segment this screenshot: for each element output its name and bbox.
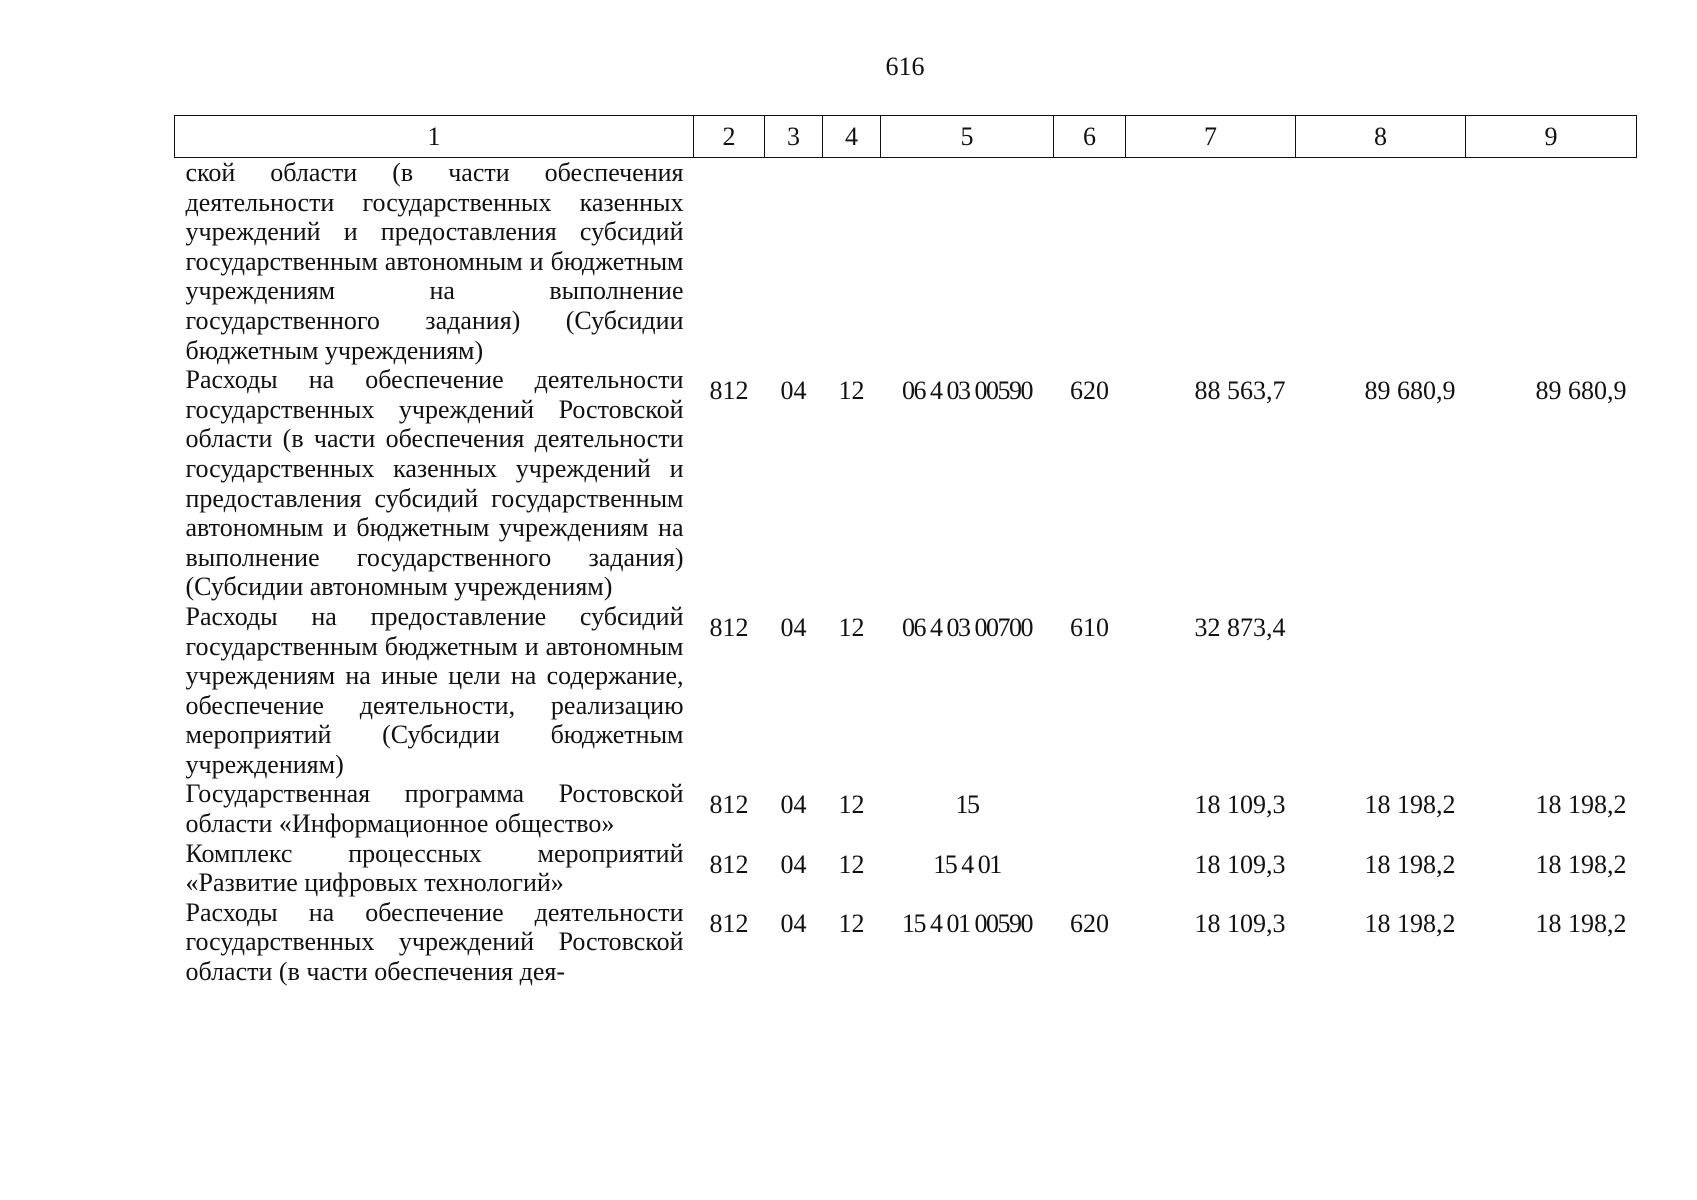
cell-ministry: 812 bbox=[709, 376, 749, 406]
row-description: Комплекс процессных мероприятий «Развитие цифровых технологий» bbox=[185, 838, 684, 898]
table-row bbox=[175, 839, 1637, 898]
cell-amount-col8 bbox=[1296, 602, 1466, 780]
cell-ministry: 812 bbox=[709, 790, 749, 820]
cell-amount-col9: 18 198,2 bbox=[1535, 908, 1627, 938]
cell-amount-col9: 89 680,9 bbox=[1535, 376, 1627, 406]
cell-target-article: 06 4 03 00590 bbox=[902, 376, 1032, 406]
cell-amount-col7: 18 109,3 bbox=[1194, 908, 1286, 938]
cell-section: 04 bbox=[780, 790, 807, 820]
cell-ministry: 812 bbox=[709, 908, 749, 938]
cell-amount-col7 bbox=[1126, 158, 1296, 366]
cell-target-article: 06 4 03 00700 bbox=[902, 612, 1032, 642]
column-header-2: 2 bbox=[694, 116, 765, 158]
cell-target-article: 15 4 01 bbox=[933, 849, 1001, 879]
cell-ministry: 812 bbox=[709, 612, 749, 642]
cell-amount-col9: 18 198,2 bbox=[1535, 849, 1627, 879]
cell-expense-type: 620 bbox=[1070, 376, 1109, 406]
cell-section: 04 bbox=[780, 908, 807, 938]
table-body bbox=[175, 158, 1637, 987]
row-description: Расходы на обеспечение деятельности государственных учреждений Ростовской области (в части обеспечения дея- bbox=[185, 897, 684, 987]
table-header bbox=[175, 116, 1637, 158]
table-row bbox=[175, 365, 1637, 602]
cell-target-article bbox=[881, 158, 1054, 366]
cell-amount-col7: 88 563,7 bbox=[1194, 376, 1286, 406]
cell-amount-col8: 18 198,2 bbox=[1364, 849, 1456, 879]
column-header-5: 5 bbox=[881, 116, 1054, 158]
cell-subsection: 12 bbox=[838, 790, 865, 820]
cell-subsection: 12 bbox=[838, 849, 865, 879]
cell-expense-type bbox=[1054, 158, 1126, 366]
row-description: Государственная программа Ростовской области «Информационное общество» bbox=[185, 779, 684, 839]
cell-amount-col9: 18 198,2 bbox=[1535, 790, 1627, 820]
cell-amount-col7: 18 109,3 bbox=[1194, 790, 1286, 820]
column-header-7: 7 bbox=[1126, 116, 1296, 158]
cell-subsection: 12 bbox=[838, 376, 865, 406]
cell-amount-col8: 18 198,2 bbox=[1364, 908, 1456, 938]
cell-target-article: 15 4 01 00590 bbox=[902, 908, 1032, 938]
page-number: 616 bbox=[885, 52, 925, 81]
cell-expense-type bbox=[1054, 779, 1126, 838]
cell-section bbox=[765, 158, 823, 366]
cell-amount-col8 bbox=[1296, 158, 1466, 366]
table-row bbox=[175, 898, 1637, 987]
column-header-4: 4 bbox=[823, 116, 881, 158]
column-header-6: 6 bbox=[1054, 116, 1126, 158]
column-header-8: 8 bbox=[1296, 116, 1466, 158]
cell-section: 04 bbox=[780, 849, 807, 879]
cell-expense-type: 620 bbox=[1070, 908, 1109, 938]
column-header-1: 1 bbox=[175, 116, 694, 158]
cell-amount-col9 bbox=[1466, 602, 1637, 780]
cell-expense-type: 610 bbox=[1070, 612, 1109, 642]
table-row bbox=[175, 779, 1637, 838]
cell-expense-type bbox=[1054, 839, 1126, 898]
column-header-9: 9 bbox=[1466, 116, 1637, 158]
cell-target-article: 15 bbox=[955, 790, 979, 820]
row-description: Расходы на предоставление субсидий государственным бюджетным и автономным учреждениям на иные цели на содержание, обеспечение деятельности, реализацию мероприятий (Субсидии бюджетным учреждениям) bbox=[185, 601, 684, 779]
table-row bbox=[175, 602, 1637, 780]
cell-amount-col9 bbox=[1466, 158, 1637, 366]
row-description: Расходы на обеспечение деятельности государственных учреждений Ростовской области (в части обеспечения деятельности государственных казенных учреждений и предоставления субсидий государственным автономным и бюджетным учреждениям на выполнение государственного задания) (Субсидии автономным учреждениям) bbox=[185, 365, 684, 602]
cell-amount-col7: 32 873,4 bbox=[1194, 612, 1286, 642]
cell-amount-col7: 18 109,3 bbox=[1194, 849, 1286, 879]
cell-section: 04 bbox=[780, 376, 807, 406]
cell-ministry: 812 bbox=[709, 849, 749, 879]
cell-subsection: 12 bbox=[838, 908, 865, 938]
cell-amount-col8: 89 680,9 bbox=[1364, 376, 1456, 406]
header-row bbox=[175, 116, 1637, 158]
cell-subsection bbox=[823, 158, 881, 366]
cell-amount-col8: 18 198,2 bbox=[1364, 790, 1456, 820]
budget-table bbox=[174, 115, 1637, 987]
row-description: ской области (в части обеспечения деятельности государственных казенных учреждений и предоставления субсидий государственным автономным и бюджетным учреждениям на выполнение государственного задания) (Субсидии бюджетным учреждениям) bbox=[185, 158, 684, 365]
cell-section: 04 bbox=[780, 612, 807, 642]
cell-ministry bbox=[694, 158, 765, 366]
table-row bbox=[175, 158, 1637, 366]
column-header-3: 3 bbox=[765, 116, 823, 158]
cell-subsection: 12 bbox=[838, 612, 865, 642]
